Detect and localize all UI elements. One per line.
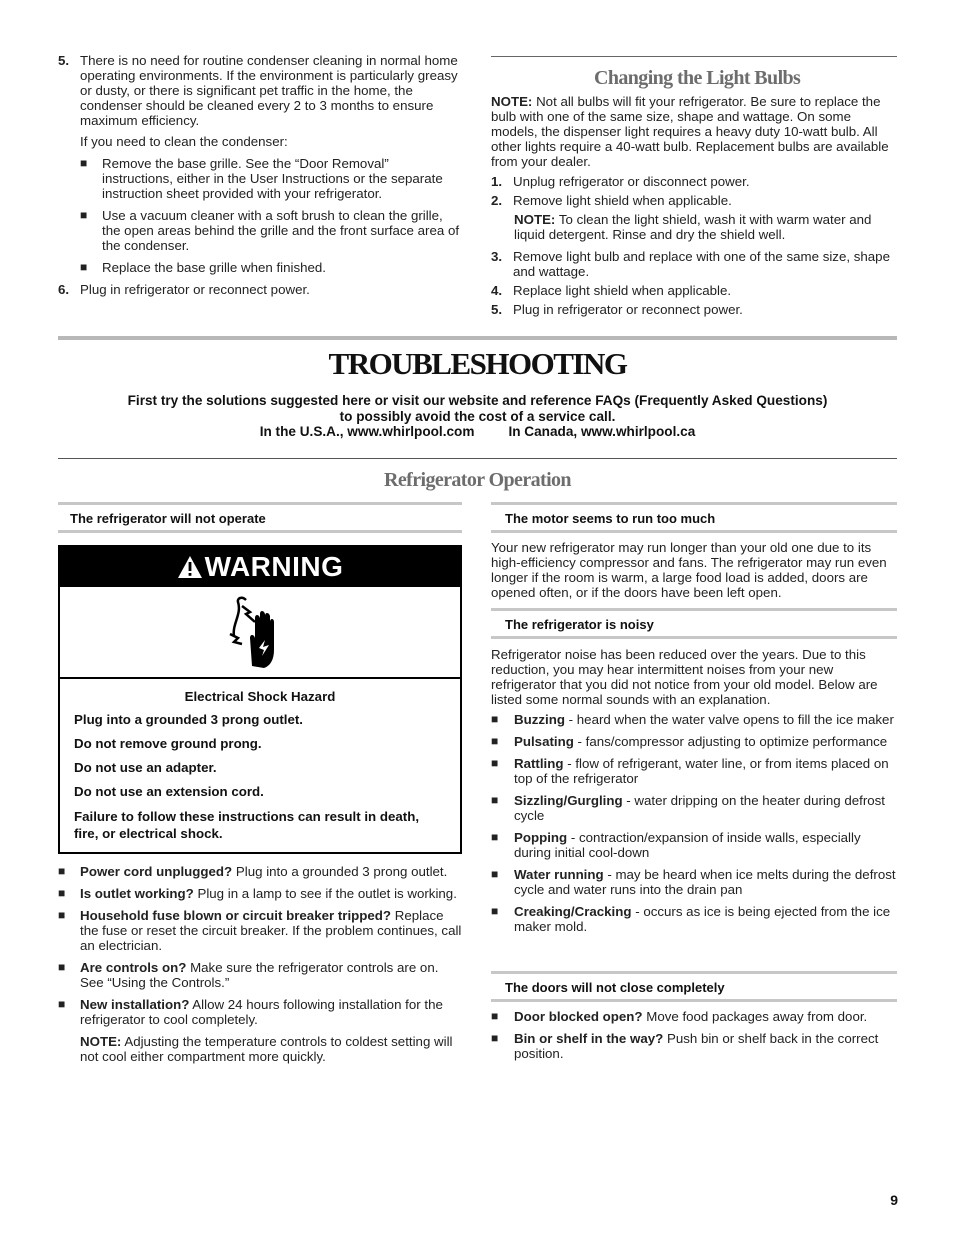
will-not-operate-list xyxy=(58,864,462,1064)
list-item: ■ Rattling - flow of refrigerant, water line, or from items placed on top of the refrigerator xyxy=(491,756,897,786)
motor-text: Your new refrigerator may run longer than your old one due to its high-efficiency compressor and fans. The refrigerator may run even longer if the room is warm, a large food load is added, doors are opened often, or if the doors have been left open. xyxy=(491,540,887,600)
motor-heading: The motor seems to run too much xyxy=(505,511,716,526)
bulb-step-4: 4. Replace light shield when applicable. xyxy=(491,283,732,298)
heading-rule xyxy=(491,502,897,505)
heading-rule xyxy=(491,608,897,611)
warning-box xyxy=(58,545,462,854)
condenser-bullet: ■ Use a vacuum cleaner with a soft brush to clean the grille, the open areas behind the grille and the front surface area of the condenser. xyxy=(80,208,462,253)
usa-website: In the U.S.A., www.whirlpool.com xyxy=(259,424,475,439)
bulb-step-1: 1. Unplug refrigerator or disconnect power. xyxy=(491,174,750,189)
list-item: ■ Are controls on? Make sure the refrigerator controls are on. See “Using the Controls.” xyxy=(58,960,462,990)
warning-label: WARNING xyxy=(204,551,344,582)
canada-website: In Canada, www.whirlpool.ca xyxy=(508,424,696,439)
note-label: NOTE: xyxy=(491,94,533,109)
step-text: There is no need for routine condenser cleaning in normal home operating environments. If the environment is particularly greasy or dusty, or there is significant pet traffic in the home, the condenser should be cleaned every 2 to 3 months to ensure maximum efficiency. xyxy=(80,53,458,128)
troubleshooting-top-rule xyxy=(58,336,897,340)
hazard-line: Do not remove ground prong. xyxy=(74,736,262,751)
condenser-bullet: ■ Replace the base grille when finished. xyxy=(80,260,462,275)
list-item: ■ Is outlet working? Plug in a lamp to see if the outlet is working. xyxy=(58,886,462,901)
heading-rule xyxy=(491,636,897,639)
heading-rule xyxy=(491,999,897,1002)
condenser-bullet: ■ Remove the base grille. See the “Door Removal” instructions, either in the User Instructions or the separate instruction sheet provided with your refrigerator. xyxy=(80,156,462,201)
noisy-heading: The refrigerator is noisy xyxy=(505,617,654,632)
noisy-section xyxy=(491,647,897,941)
noisy-text: Refrigerator noise has been reduced over the years. Due to this reduction, you may hear intermittent noises from your new refrigerator that you did not notice from your old model. Below are listed some normal sounds with an explanation. xyxy=(491,647,878,707)
step-number: 5. xyxy=(58,53,70,68)
electrical-shock-hand-icon xyxy=(228,594,292,670)
list-item: ■ Water running - may be heard when ice melts during the defrost cycle and water runs into the drain pan xyxy=(491,867,897,897)
list-item: ■ Sizzling/Gurgling - water dripping on the heater during defrost cycle xyxy=(491,793,897,823)
hazard-title: Electrical Shock Hazard xyxy=(184,689,336,704)
list-item: ■ New installation? Allow 24 hours following installation for the refrigerator to cool completely. xyxy=(58,997,462,1027)
list-item: ■ Door blocked open? Move food packages away from door. xyxy=(491,1009,897,1024)
page-title: TROUBLESHOOTING xyxy=(328,346,627,381)
bulb-step-2-note: NOTE: To clean the light shield, wash it with warm water and liquid detergent. Rinse and dry the shield well. xyxy=(514,212,872,242)
list-item: ■ Creaking/Cracking - occurs as ice is being ejected from the ice maker mold. xyxy=(491,904,897,934)
page-number: 9 xyxy=(890,1192,898,1208)
step-6 xyxy=(58,282,462,297)
troubleshooting-intro: First try the solutions suggested here or visit our website and reference FAQs (Frequently Asked Questions) to possibly avoid the cost of a service call. In the U.S.A., www.whirlpool.com In Canada, www.whirlpool.ca xyxy=(127,393,828,439)
step-number: 6. xyxy=(58,282,70,297)
will-not-operate-note: NOTE: Adjusting the temperature controls to coldest setting will not cool either compartment more quickly. xyxy=(80,1034,453,1064)
bulb-step-5: 5. Plug in refrigerator or reconnect power. xyxy=(491,302,743,317)
condenser-section xyxy=(58,53,462,303)
shock-hazard-panel xyxy=(60,587,460,679)
heading-rule xyxy=(58,502,462,505)
doors-heading: The doors will not close completely xyxy=(505,980,725,995)
warning-banner xyxy=(60,547,460,587)
list-item: ■ Buzzing - heard when the water valve opens to fill the ice maker xyxy=(491,712,897,727)
hazard-line: Do not use an adapter. xyxy=(74,760,217,775)
list-item: ■ Bin or shelf in the way? Push bin or shelf back in the correct position. xyxy=(491,1031,897,1061)
list-item: ■ Pulsating - fans/compressor adjusting to optimize performance xyxy=(491,734,897,749)
heading-rule xyxy=(491,530,897,533)
hazard-text xyxy=(60,679,460,842)
hazard-line: Plug into a grounded 3 prong outlet. xyxy=(74,712,303,727)
heading-rule xyxy=(491,971,897,974)
section-divider xyxy=(58,458,897,459)
step-5 xyxy=(58,53,462,128)
hazard-line: Failure to follow these instructions can result in death, fire, or electrical shock. xyxy=(74,809,420,841)
list-item: ■ Popping - contraction/expansion of inside walls, especially during initial cool-down xyxy=(491,830,897,860)
warning-triangle-icon xyxy=(177,555,203,579)
light-bulbs-section xyxy=(491,94,897,321)
section-divider xyxy=(491,56,897,57)
hazard-line: Do not use an extension cord. xyxy=(74,784,264,799)
will-not-operate-heading: The refrigerator will not operate xyxy=(70,511,266,526)
light-bulbs-title: Changing the Light Bulbs xyxy=(594,67,801,89)
list-item: ■ Power cord unplugged? Plug into a grounded 3 prong outlet. xyxy=(58,864,462,879)
note-text: Not all bulbs will fit your refrigerator. Be sure to replace the bulb with one of the same size, shape and wattage. On some models, the dispenser light requires a heavy duty 10-watt bulb. All other lights require a 40-watt bulb. Replacement bulbs are available from your dealer. xyxy=(491,94,889,169)
heading-rule xyxy=(58,530,462,533)
condenser-intro: If you need to clean the condenser: xyxy=(80,134,288,149)
bulb-step-3: 3. Remove light bulb and replace with one of the same size, shape and wattage. xyxy=(491,249,890,279)
step-text: Plug in refrigerator or reconnect power. xyxy=(80,282,310,297)
light-bulbs-note xyxy=(491,94,897,169)
doors-section xyxy=(491,1009,897,1068)
section-title: Refrigerator Operation xyxy=(384,469,571,491)
list-item: ■ Household fuse blown or circuit breaker tripped? Replace the fuse or reset the circuit breaker. If the problem continues, call an electrician. xyxy=(58,908,462,953)
bulb-step-2: 2. Remove light shield when applicable. xyxy=(491,193,732,208)
